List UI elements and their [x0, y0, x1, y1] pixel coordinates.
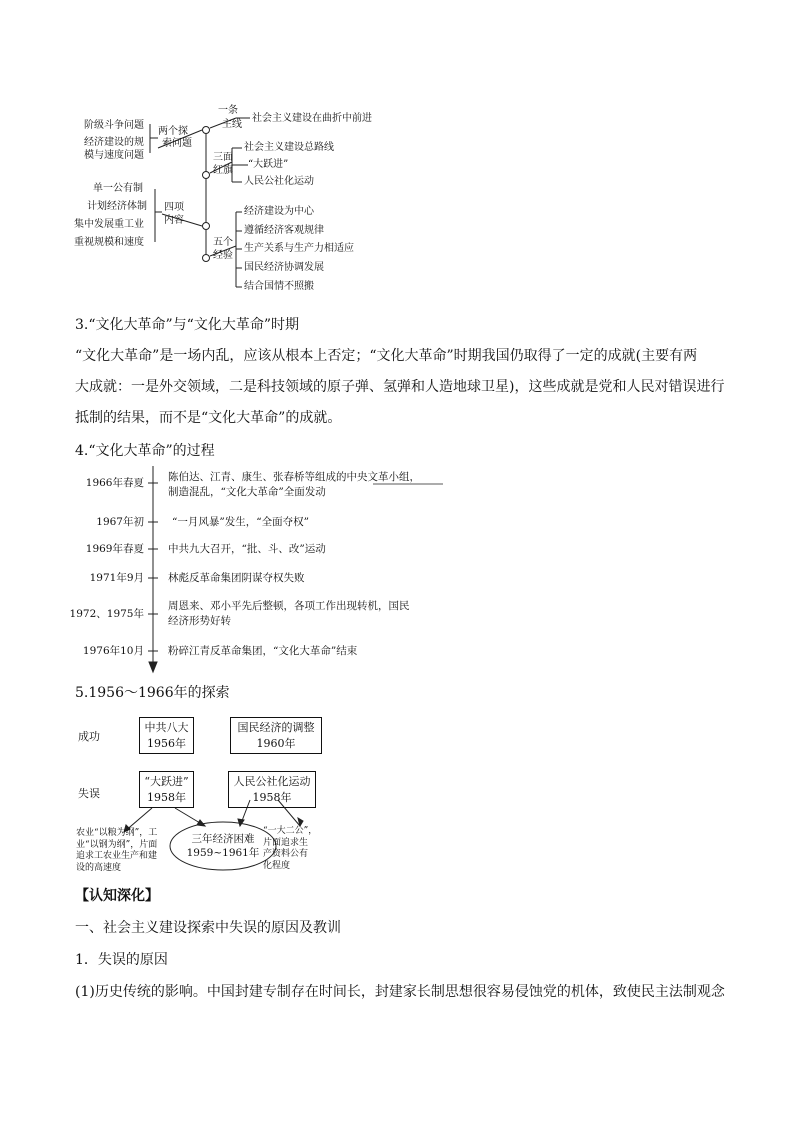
d1-exp-item-1: 经济建设为中心 [244, 206, 314, 217]
d1-main-line-item: 社会主义建设在曲折中前进 [252, 113, 372, 124]
d1-problem-3: 模与速度问题 [84, 150, 144, 161]
d1-exp-item-5: 结合国情不照搬 [244, 281, 314, 292]
section3-heading: 3.“文化大革命”与“文化大革命”时期 [75, 317, 299, 333]
box-great-leap [139, 771, 194, 808]
d1-five-exp-2: 经验 [213, 250, 233, 261]
note-left-3: 追求工农业生产和建 [76, 851, 158, 861]
failure-label: 失误 [78, 787, 100, 800]
section4-heading: 4.“文化大革命”的过程 [75, 443, 215, 459]
note-right-4: 化程度 [263, 860, 291, 871]
d1-four-item-3: 集中发展重工业 [74, 219, 144, 230]
timeline-event-5b: 经济形势好转 [168, 615, 231, 627]
d1-five-exp-1: 五个 [213, 237, 233, 248]
timeline-date-2: 1967年初 [96, 516, 144, 528]
ellipse-hardship-years: 1959~1961年 [186, 847, 260, 859]
timeline-date-5: 1972、1975年 [69, 608, 144, 620]
box-economy-adjustment-year: 1960年 [256, 737, 296, 750]
timeline-date-1: 1966年春夏 [85, 477, 144, 489]
d1-main-line-1: 一条 [218, 105, 238, 116]
note-left-2: 业“以钢为纲”，片面 [76, 839, 158, 850]
d1-four-label-2: 内容 [164, 215, 184, 226]
deepen-paragraph-1: (1)历史传统的影响。中国封建专制存在时间长，封建家长制思想很容易侵蚀党的机体，致使民主法制观念 [75, 984, 725, 1000]
d1-problem-1: 阶级斗争问题 [84, 120, 144, 131]
box-eighth-congress [139, 717, 194, 754]
d1-flag-item-3: 人民公社化运动 [244, 176, 314, 187]
deepen-heading-1: 一、社会主义建设探索中失误的原因及教训 [75, 920, 341, 936]
deepen-title: 【认知深化】 [75, 888, 159, 904]
d1-flag-item-1: 社会主义建设总路线 [244, 142, 334, 153]
success-label: 成功 [78, 730, 100, 743]
d1-four-item-4: 重视规模和速度 [74, 237, 144, 248]
box-commune [228, 771, 316, 808]
d1-three-flags-2: 红旗 [213, 165, 233, 176]
section3-line-1: “文化大革命”是一场内乱，应该从根本上否定；“文化大革命”时期我国仍取得了一定的成就(主要有两 [75, 348, 698, 364]
note-right-2: 片面追求生 [263, 837, 309, 848]
d1-exp-item-2: 遵循经济客观规律 [244, 225, 324, 236]
note-left-4: 设的高速度 [76, 862, 122, 873]
d1-problem-2: 经济建设的规 [84, 137, 144, 148]
d1-flag-item-2: “大跃进” [248, 159, 289, 170]
timeline-date-4: 1971年9月 [89, 572, 144, 584]
d1-four-item-1: 单一公有制 [93, 183, 143, 194]
timeline-date-6: 1976年10月 [82, 645, 144, 657]
deepen-heading-2: 1．失误的原因 [75, 952, 168, 968]
timeline-event-3: 中共九大召开，“批、斗、改”运动 [168, 543, 326, 555]
note-right-3: 产资料公有 [263, 849, 309, 859]
timeline-event-5a: 周恩来、邓小平先后整顿，各项工作出现转机，国民 [168, 600, 410, 612]
section3-line-3: 抵制的结果，而不是“文化大革命”的成就。 [75, 410, 342, 426]
box-great-leap-title: “大跃进” [144, 775, 189, 788]
note-right-1: “一大二公”， [263, 826, 318, 836]
box-eighth-congress-title: 中共八大 [144, 721, 189, 734]
box-commune-title: 人民公社化运动 [233, 775, 311, 788]
d1-two-issues-1: 两个探 [158, 126, 188, 137]
ellipse-hardship-title: 三年经济困难 [191, 833, 255, 845]
timeline-date-3: 1969年春夏 [85, 543, 144, 555]
d1-three-flags-1: 三面 [213, 152, 233, 163]
timeline-event-2: “一月风暴”发生，“全面夺权” [172, 516, 309, 528]
timeline-event-1a: 陈伯达、江青、康生、张春桥等组成的中央文革小组， [168, 471, 420, 483]
d1-main-line-2: 主线 [222, 119, 242, 130]
d1-exp-item-3: 生产关系与生产力相适应 [244, 243, 354, 254]
d1-four-label-1: 四项 [164, 202, 184, 213]
d1-exp-item-4: 国民经济协调发展 [244, 262, 324, 273]
timeline-event-6: 粉碎江青反革命集团，“文化大革命”结束 [168, 645, 358, 657]
note-left [76, 828, 157, 874]
box-eighth-congress-year: 1956年 [147, 737, 186, 750]
box-economy-adjustment [230, 717, 322, 754]
box-economy-adjustment-title: 国民经济的调整 [237, 721, 315, 734]
d1-two-issues-2: 索问题 [162, 138, 192, 149]
ellipse-hardship [180, 832, 266, 860]
section3-line-2: 大成就：一是外交领域，二是科技领域的原子弹、氢弹和人造地球卫星)，这些成就是党和人民对错误进行 [75, 379, 725, 395]
timeline-event-1b: 制造混乱，“文化大革命”全面发动 [168, 486, 326, 498]
note-left-1: 农业“以粮为纲”，工 [76, 828, 158, 838]
note-right [263, 826, 317, 872]
section5-heading: 5.1956～1966年的探索 [75, 685, 230, 701]
box-commune-year: 1958年 [252, 791, 292, 804]
timeline-event-4: 林彪反革命集团阴谋夺权失败 [168, 572, 305, 584]
d1-four-item-2: 计划经济体制 [87, 201, 147, 212]
box-great-leap-year: 1958年 [147, 791, 186, 804]
